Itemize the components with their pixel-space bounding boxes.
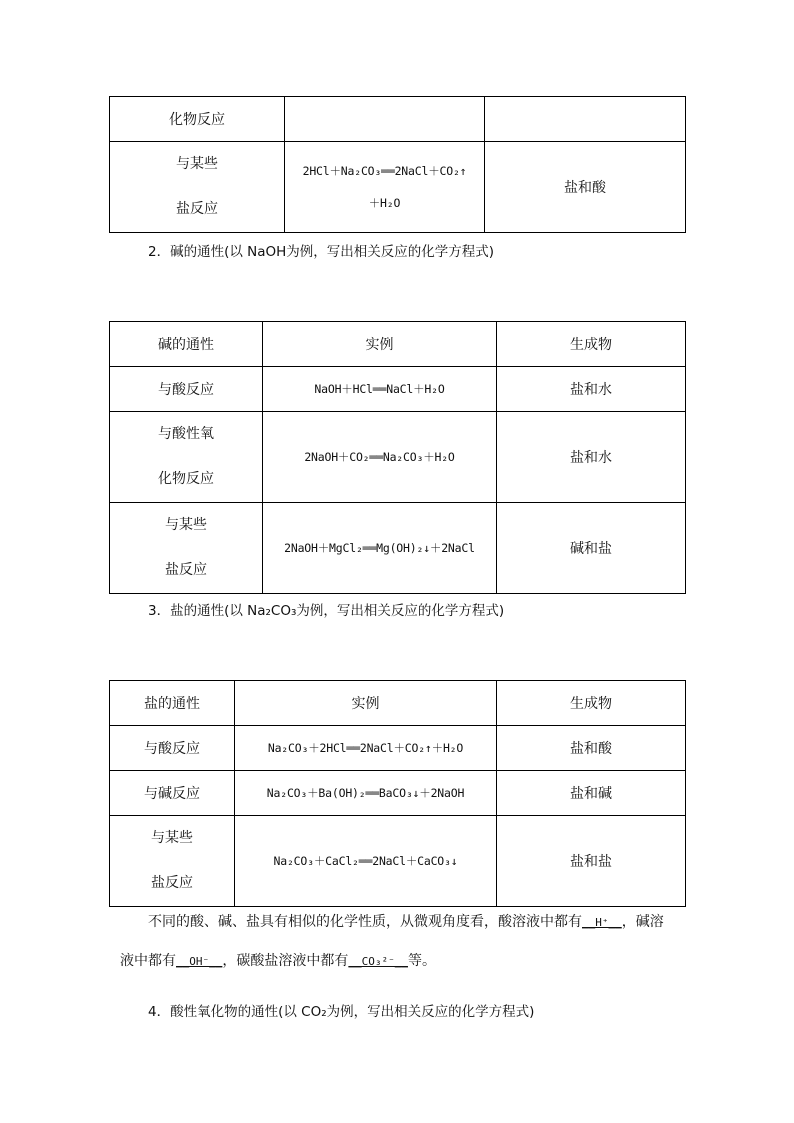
example-cell: NaOH＋HCl══NaCl＋H₂O — [263, 367, 497, 412]
property-cell: 与酸反应 — [110, 726, 235, 771]
answer-blank-oh-ion: __OH⁻__ — [176, 955, 223, 968]
answer-blank-h-ion: __H⁺__ — [582, 916, 622, 929]
property-cell: 化物反应 — [110, 97, 285, 142]
property-cell — [110, 503, 263, 594]
example-cell: 2NaOH＋MgCl₂══Mg(OH)₂↓＋2NaCl — [263, 503, 497, 594]
table-row — [110, 816, 686, 907]
column-header: 生成物 — [497, 322, 686, 367]
answer-blank-carbonate-ion: __CO₃²⁻__ — [348, 955, 408, 968]
property-line: 盐反应 — [151, 875, 193, 891]
column-header: 实例 — [235, 681, 497, 726]
table-row — [110, 726, 686, 771]
acid-properties-table-continued — [109, 96, 686, 233]
example-cell: Na₂CO₃＋CaCl₂══2NaCl＋CaCO₃↓ — [235, 816, 497, 907]
example-cell: 2NaOH＋CO₂══Na₂CO₃＋H₂O — [263, 412, 497, 503]
section-heading-4: 4．酸性氧化物的通性(以 CO₂为例，写出相关反应的化学方程式) — [148, 1004, 535, 1020]
table-row — [110, 503, 686, 594]
table-row — [110, 367, 686, 412]
column-header: 生成物 — [497, 681, 686, 726]
property-cell — [110, 142, 285, 233]
equation-line: ＋H₂O — [368, 196, 401, 210]
section-heading-2: 2．碱的通性(以 NaOH为例，写出相关反应的化学方程式) — [148, 244, 495, 260]
paragraph-text: ，碳酸盐溶液中都有 — [222, 953, 349, 969]
property-line: 盐反应 — [176, 201, 218, 217]
product-cell — [485, 97, 686, 142]
product-cell: 盐和水 — [497, 412, 686, 503]
example-cell: Na₂CO₃＋2HCl══2NaCl＋CO₂↑＋H₂O — [235, 726, 497, 771]
paragraph-text: 液中都有 — [120, 953, 176, 969]
column-header: 碱的通性 — [110, 322, 263, 367]
salt-properties-table — [109, 680, 686, 907]
property-line: 化物反应 — [158, 471, 214, 487]
table-header-row — [110, 322, 686, 367]
example-cell: Na₂CO₃＋Ba(OH)₂══BaCO₃↓＋2NaOH — [235, 771, 497, 816]
column-header: 实例 — [263, 322, 497, 367]
paragraph-text: 等。 — [407, 953, 436, 969]
product-cell: 盐和水 — [497, 367, 686, 412]
property-cell: 与酸反应 — [110, 367, 263, 412]
example-cell — [285, 97, 485, 142]
property-line: 与酸性氧 — [158, 426, 214, 442]
property-line: 与某些 — [176, 156, 218, 172]
product-cell: 盐和酸 — [497, 726, 686, 771]
product-cell: 盐和酸 — [485, 142, 686, 233]
table-row — [110, 771, 686, 816]
summary-paragraph-line2 — [120, 950, 680, 970]
property-cell — [110, 412, 263, 503]
property-cell — [110, 816, 235, 907]
property-line: 与某些 — [151, 830, 193, 846]
product-cell: 盐和碱 — [497, 771, 686, 816]
column-header: 盐的通性 — [110, 681, 235, 726]
product-cell: 碱和盐 — [497, 503, 686, 594]
property-line: 盐反应 — [165, 562, 207, 578]
summary-paragraph — [120, 912, 680, 933]
table-row — [110, 97, 686, 142]
paragraph-text: ，碱溶 — [621, 914, 664, 930]
example-cell — [285, 142, 485, 233]
table-row — [110, 142, 686, 233]
section-heading-3: 3．盐的通性(以 Na₂CO₃为例，写出相关反应的化学方程式) — [148, 603, 505, 619]
property-line: 与某些 — [165, 517, 207, 533]
table-row — [110, 412, 686, 503]
equation-line: 2HCl＋Na₂CO₃══2NaCl＋CO₂↑ — [302, 164, 467, 178]
table-header-row — [110, 681, 686, 726]
property-cell: 与碱反应 — [110, 771, 235, 816]
product-cell: 盐和盐 — [497, 816, 686, 907]
base-properties-table — [109, 321, 686, 594]
paragraph-text: 不同的酸、碱、盐具有相似的化学性质，从微观角度看，酸溶液中都有 — [148, 914, 582, 930]
